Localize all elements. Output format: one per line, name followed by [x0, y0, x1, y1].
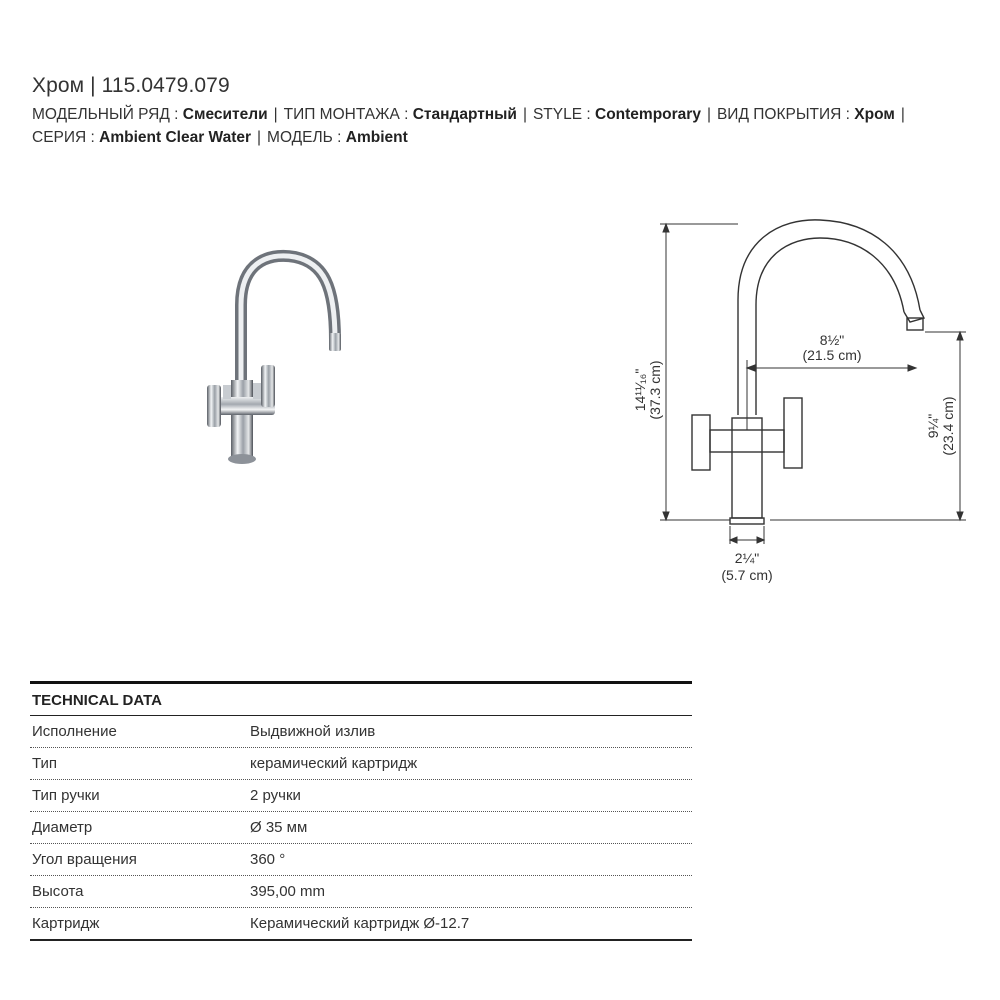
spec-label: ТИП МОНТАЖА: [283, 106, 400, 123]
row-value: Ø 35 мм: [250, 819, 308, 836]
table-row: [30, 908, 692, 941]
row-value: керамический картридж: [250, 755, 418, 772]
table-row: [30, 812, 692, 844]
technical-data-table: [30, 681, 692, 941]
base-dim-label: 2¼": [734, 550, 760, 566]
spec-label: МОДЕЛЬ: [267, 129, 333, 146]
row-key: Картридж: [32, 915, 100, 932]
row-key: Диаметр: [32, 819, 93, 836]
row-key: Тип ручки: [32, 787, 100, 804]
spec-value: Contemporary: [595, 106, 701, 123]
spout-height-dim-cm: (23.4 cm): [940, 396, 956, 456]
spout-height-dim-label: 9¼": [925, 413, 941, 439]
table-row: [30, 716, 692, 748]
spec-label: СЕРИЯ: [32, 129, 87, 146]
reach-dim-label: 8½": [819, 332, 845, 348]
row-value: Керамический картридж Ø-12.7: [250, 915, 470, 932]
row-value: Выдвижной излив: [250, 723, 376, 740]
table-row: [30, 780, 692, 812]
height-dim-cm: (37.3 cm): [647, 360, 663, 420]
row-value: 360 °: [250, 851, 286, 868]
row-value: 2 ручки: [250, 787, 301, 804]
product-title: Хром | 115.0479.079: [32, 74, 230, 97]
spec-line-2: СЕРИЯ : Ambient Clear Water | МОДЕЛЬ : Ambient: [32, 129, 408, 146]
row-key: Тип: [32, 755, 58, 772]
row-key: Исполнение: [32, 723, 117, 740]
row-value: 395,00 mm: [250, 883, 326, 900]
table-row: [30, 748, 692, 780]
spec-value: Стандартный: [412, 106, 517, 123]
spec-value: Ambient: [345, 129, 408, 146]
spec-label: МОДЕЛЬНЫЙ РЯД: [32, 106, 170, 123]
spec-line-1: МОДЕЛЬНЫЙ РЯД : Смесители | ТИП МОНТАЖА : Стандартный | STYLE : Contemporary | ВИД ПОКРЫТИЯ : Хром |: [32, 106, 905, 123]
dimension-drawing: [620, 200, 995, 600]
base-dim-cm: (5.7 cm): [721, 567, 773, 583]
faucet-photo: [195, 245, 370, 470]
table-row: [30, 876, 692, 908]
height-dim-label: 14¹¹⁄₁₆": [632, 368, 648, 412]
table-row: [30, 844, 692, 876]
technical-data-heading: TECHNICAL DATA: [30, 681, 692, 716]
spec-value: Хром: [854, 106, 895, 123]
reach-dim-cm: (21.5 cm): [802, 347, 862, 363]
spec-label: STYLE: [532, 106, 583, 123]
row-key: Высота: [32, 883, 84, 900]
spec-value: Смесители: [182, 106, 268, 123]
spec-value: Ambient Clear Water: [99, 129, 252, 146]
row-key: Угол вращения: [32, 851, 137, 868]
spec-label: ВИД ПОКРЫТИЯ: [716, 106, 842, 123]
